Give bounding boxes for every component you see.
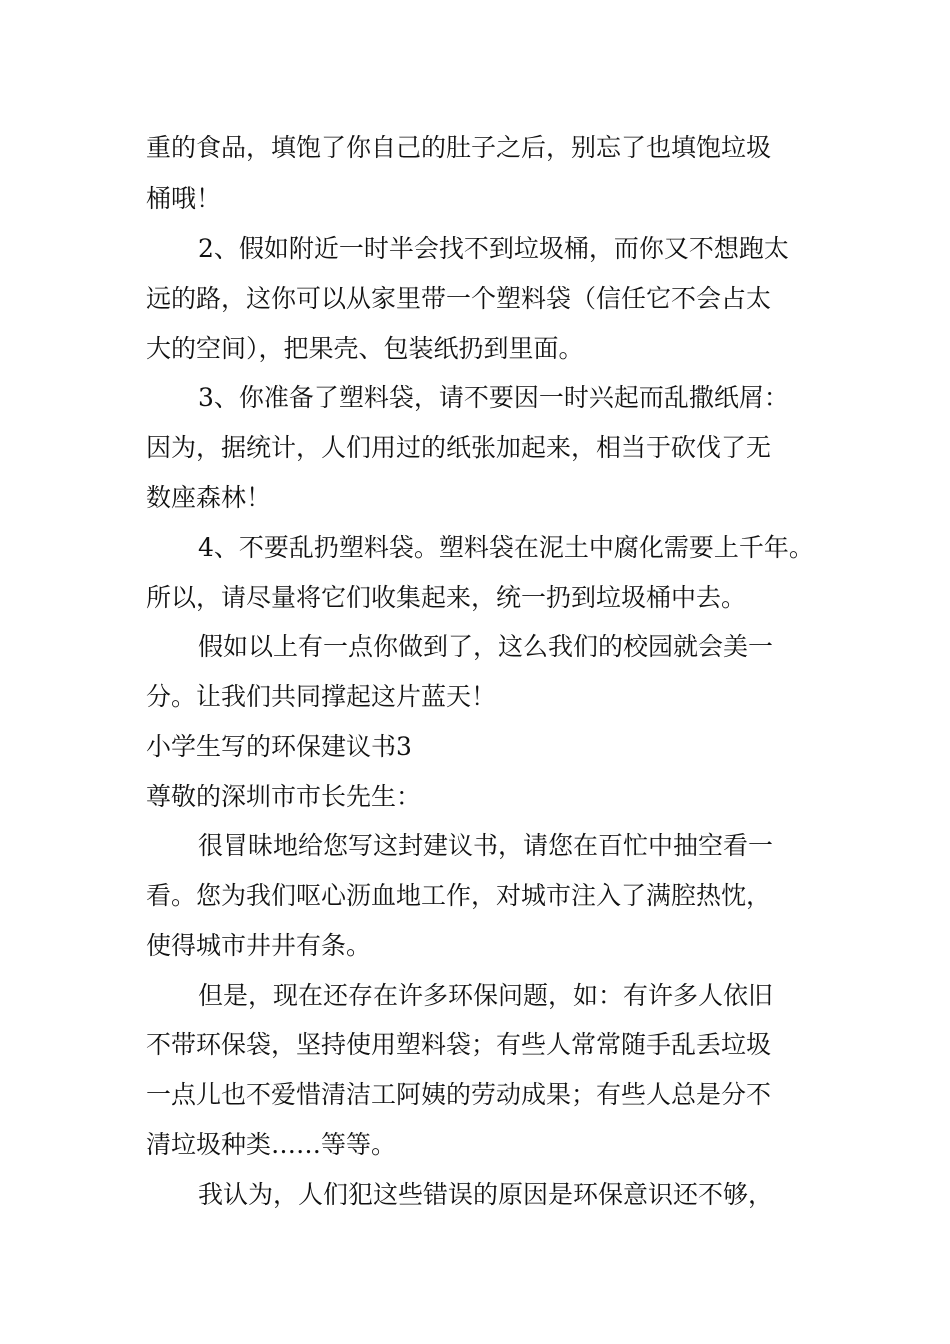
text-line: 所以，请尽量将它们收集起来，统一扔到垃圾桶中去。 [146, 583, 747, 612]
section-heading: 小学生写的环保建议书3 [146, 732, 412, 761]
text-line: 一点儿也不爱惜清洁工阿姨的劳动成果；有些人总是分不 [146, 1080, 772, 1109]
text-line: 分。让我们共同撑起这片蓝天！ [146, 682, 497, 711]
text-line: 3、你准备了塑料袋，请不要因一时兴起而乱撒纸屑： [198, 383, 789, 412]
text-line: 假如以上有一点你做到了，这么我们的校园就会美一 [198, 632, 774, 661]
text-line: 不带环保袋，坚持使用塑料袋；有些人常常随手乱丢垃圾 [146, 1030, 772, 1059]
text-line: 远的路，这你可以从家里带一个塑料袋（信任它不会占太 [146, 284, 772, 313]
text-line: 桶哦！ [146, 184, 222, 213]
text-line: 但是，现在还存在许多环保问题，如：有许多人依旧 [198, 981, 774, 1010]
text-line: 4、不要乱扔塑料袋。塑料袋在泥土中腐化需要上千年。 [198, 533, 814, 562]
text-line: 看。您为我们呕心沥血地工作，对城市注入了满腔热忱， [146, 881, 772, 910]
text-line: 因为，据统计，人们用过的纸张加起来，相当于砍伐了无 [146, 433, 772, 462]
text-line: 2、假如附近一时半会找不到垃圾桶，而你又不想跑太 [198, 234, 789, 263]
text-line: 我认为，人们犯这些错误的原因是环保意识还不够， [198, 1180, 774, 1209]
text-line: 重的食品，填饱了你自己的肚子之后，别忘了也填饱垃圾 [146, 133, 772, 162]
text-line: 很冒昧地给您写这封建议书，请您在百忙中抽空看一 [198, 831, 774, 860]
text-line: 数座森林！ [146, 483, 272, 512]
text-line: 清垃圾种类……等等。 [146, 1130, 397, 1159]
salutation: 尊敬的深圳市市长先生： [146, 782, 422, 811]
text-line: 使得城市井井有条。 [146, 931, 372, 960]
text-line: 大的空间），把果壳、包装纸扔到里面。 [146, 334, 584, 363]
